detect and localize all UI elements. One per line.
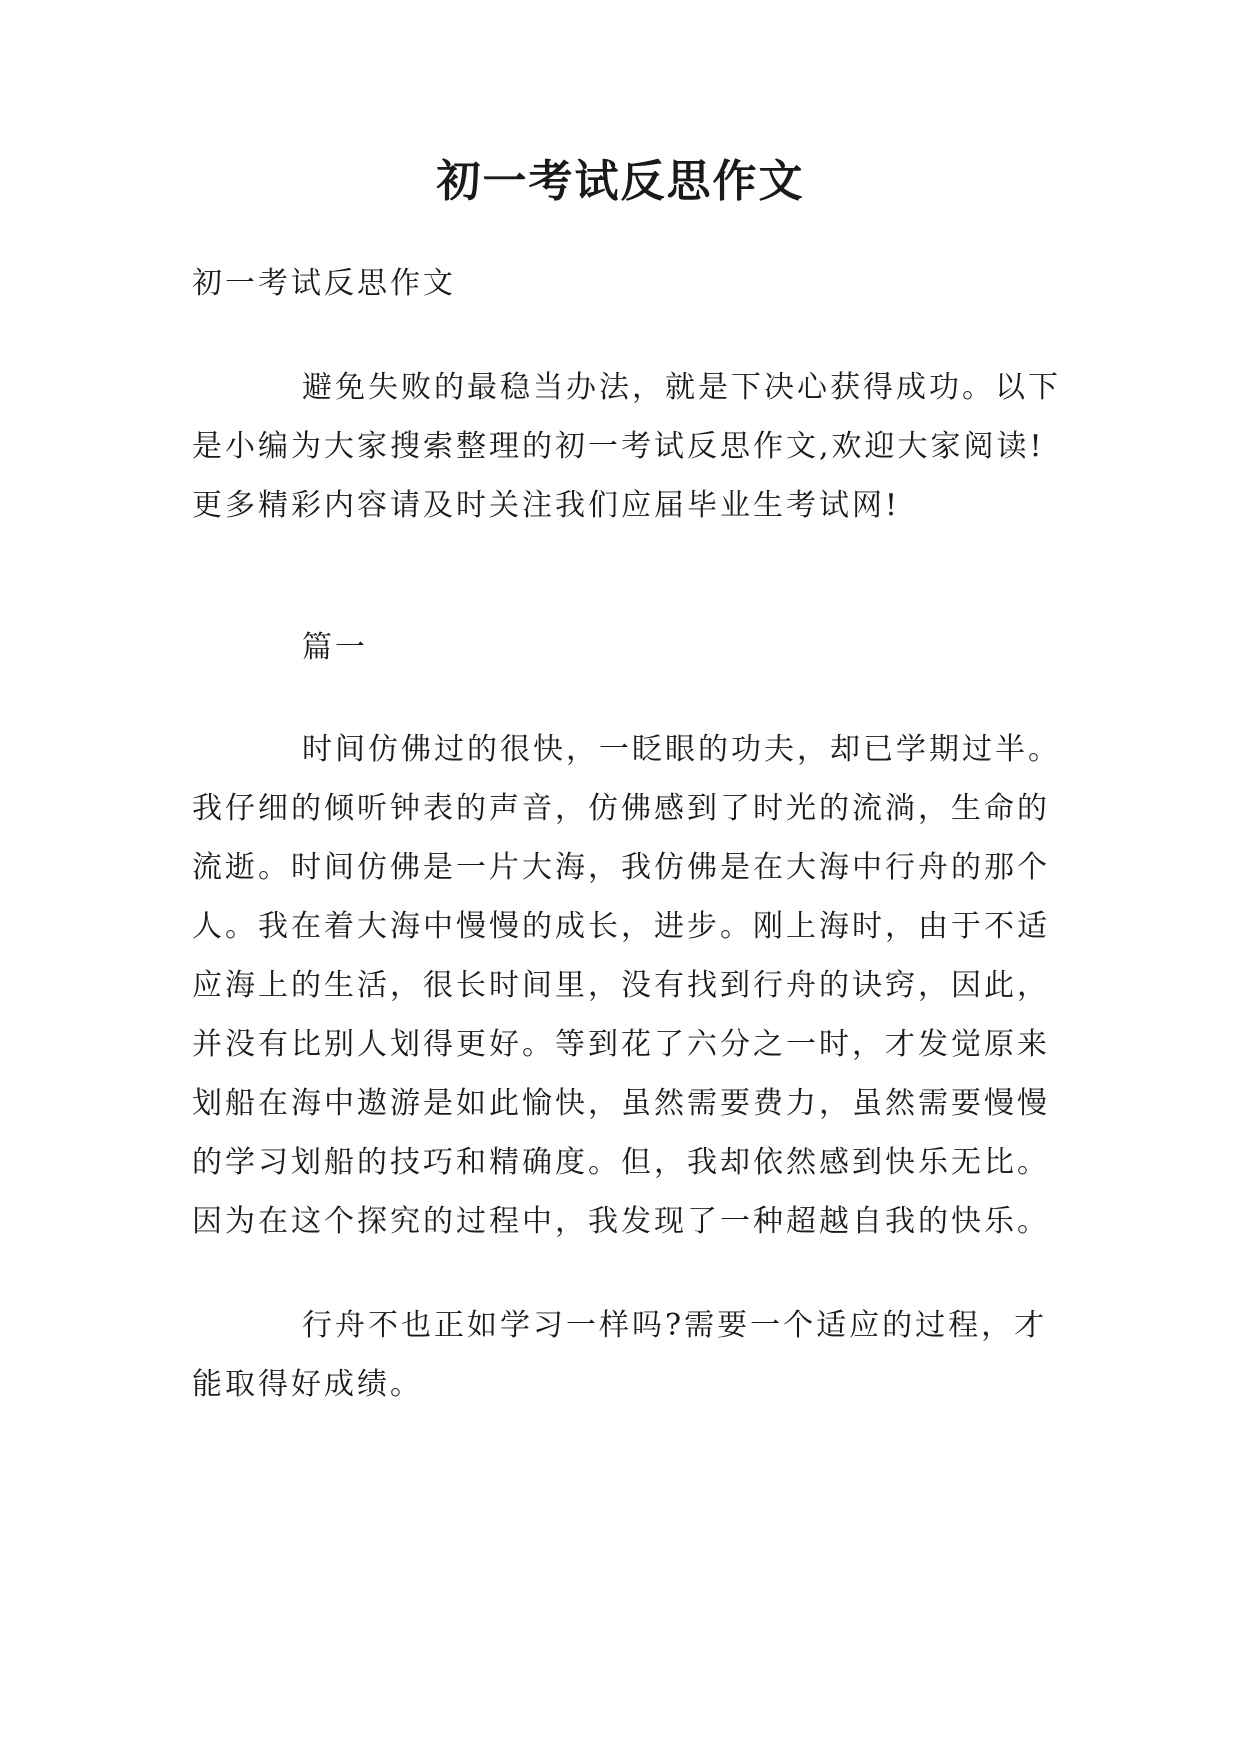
subtitle-line: 初一考试反思作文 xyxy=(192,266,456,301)
paragraph-line: 划船在海中遨游是如此愉快，虽然需要费力，虽然需要慢慢 xyxy=(192,1086,1050,1121)
paragraph-line: 应海上的生活，很长时间里，没有找到行舟的诀窍，因此， xyxy=(192,968,1050,1003)
paragraph-line: 人。我在着大海中慢慢的成长，进步。刚上海时，由于不适 xyxy=(192,909,1050,944)
paragraph-line: 能取得好成绩。 xyxy=(192,1367,423,1402)
paragraph-line: 行舟不也正如学习一样吗?需要一个适应的过程，才 xyxy=(302,1308,1048,1343)
body-paragraph-1 xyxy=(192,720,1072,1251)
intro-line: 是小编为大家搜索整理的初一考试反思作文,欢迎大家阅读! xyxy=(192,429,1045,464)
intro-paragraph xyxy=(192,358,1072,535)
paragraph-line: 流逝。时间仿佛是一片大海，我仿佛是在大海中行舟的那个 xyxy=(192,850,1050,885)
document-title: 初一考试反思作文 xyxy=(436,156,805,207)
section-heading xyxy=(192,618,1072,677)
paragraph-line: 时间仿佛过的很快，一眨眼的功夫，却已学期过半。 xyxy=(302,732,1061,767)
intro-line: 更多精彩内容请及时关注我们应届毕业生考试网! xyxy=(192,488,901,523)
paragraph-line: 因为在这个探究的过程中，我发现了一种超越自我的快乐。 xyxy=(192,1204,1050,1239)
paragraph-line: 的学习划船的技巧和精确度。但，我却依然感到快乐无比。 xyxy=(192,1145,1050,1180)
paragraph-line: 我仔细的倾听钟表的声音，仿佛感到了时光的流淌，生命的 xyxy=(192,791,1050,826)
body-paragraph-2 xyxy=(192,1296,1072,1414)
section-heading-text: 篇一 xyxy=(302,630,368,665)
intro-line: 避免失败的最稳当办法，就是下决心获得成功。以下 xyxy=(302,370,1061,405)
paragraph-line: 并没有比别人划得更好。等到花了六分之一时，才发觉原来 xyxy=(192,1027,1050,1062)
document-subtitle xyxy=(192,254,1072,313)
